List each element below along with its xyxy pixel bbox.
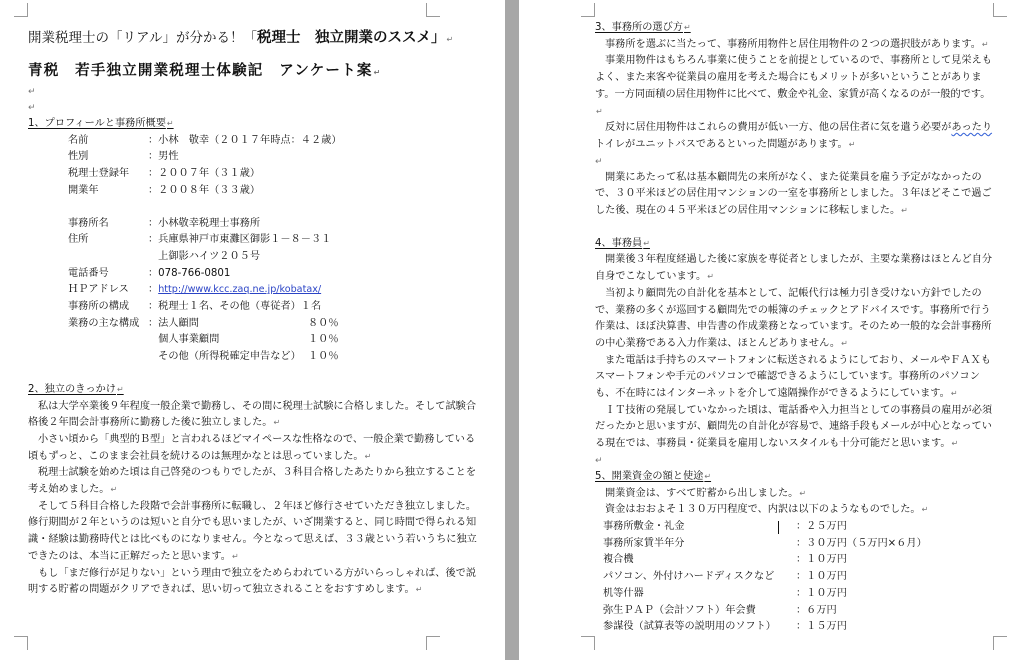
cost-row: 弥生ＰＡＰ（会計ソフト）年会費 ：６万円 [603, 604, 837, 616]
text-cursor [768, 519, 796, 536]
spellcheck-underline[interactable]: あったり [951, 122, 993, 134]
paragraph: また電話は手持ちのスマートフォンに転送されるようにしており、メールやＦＡＸもスマートフォンや手元のパソコンで確認できるようにしています。事務所のパソコンも、不在時にはインターネットを介して遠隔操作ができるようにしています。↵ [595, 354, 991, 400]
paragraph: 小さい頃から「典型的Ｂ型」と言われるほどマイペースな性格なので、一般企業で勤務している頃もずっと、このまま会社員を続けるのは無理かなとは思っていました。↵ [28, 433, 476, 462]
cost-row: 参謀役（試算表等の説明用のソフト） ：１５万円 [603, 621, 847, 633]
paragraph: そして５科目合格した段階で会計事務所に転職し、２年ほど修行させていただき独立しました。修行期間が２年というのは短いと自分でも思いましたが、いざ開業すると、同じ時間で得られる知識・経験は勤務時代とは比べものになりません。今となって思えば、３３歳という若いうちに独立できたのは、本当に正解だったと思います。↵ [28, 500, 477, 562]
paragraph: 開業にあたって私は基本顧問先の来所がなく、また従業員を雇う予定がなかったので、３０平米ほどの居住用マンションの一室を事務所としました。３年ほどそこで過ごした後、現在の４５平米ほどの居住用マンションに移転しました。↵ [595, 171, 992, 217]
paragraph: ＩＴ技術の発展していなかった頃は、電話番や入力担当としての事務員の雇用が必須だったかと思いますが、顧問先の自計化が容易で、連絡手段もメールが中心となっている現在では、事務員・従業員を雇用しないスタイルも十分可能だと思います。↵ [595, 404, 993, 450]
office-row: 事務所名 ：小林敬幸税理士事務所 [68, 217, 261, 229]
section-4-heading: 4、事務員↵ [595, 237, 650, 249]
office-row: 電話番号 ：078-766-0801 [68, 267, 231, 279]
crop-mark [14, 636, 28, 650]
paragraph: 事務所を選ぶに当たって、事務所用物件と居住用物件の２つの選択肢があります。↵ [605, 38, 989, 50]
business-row: 業務の主な構成 ：法人顧問 ８０％ [68, 317, 339, 329]
cost-row: 事務所家賃半年分 ：３０万円（５万円×６月） [603, 537, 927, 549]
cost-row: 机等什器 ：１０万円 [603, 587, 847, 599]
paragraph: 反対に居住用物件はこれらの費用が低い一方、他の居住者に気を遣う必要があったりトイレがユニットバスであるといった問題があります。↵ [595, 122, 993, 150]
cost-row: パソコン、外付けハードディスクなど ：１０万円 [603, 571, 847, 583]
structure-row: 事務所の構成 ：税理士１名、その他（専従者）１名 [68, 301, 322, 313]
paragraph: 資金はおおよそ１３０万円程度で、内訳は以下のようなものでした。↵ [605, 504, 929, 516]
profile-row: 税理士登録年 ：２００７年（３１歳） [68, 168, 261, 180]
page-2-body[interactable] [595, 20, 996, 636]
office-row: 住所 ：兵庫県神戸市東灘区御影１－８－３１ [68, 234, 332, 246]
document-page-2 [519, 0, 1024, 660]
empty-line [28, 200, 483, 216]
profile-row: 開業年 ：２００８年（３３歳） [68, 184, 261, 196]
page-1-body[interactable] [28, 28, 483, 599]
paragraph: 当初より顧問先の自計化を基本として、記帳代行は極力引き受けない方針でしたので、業務の多くが巡回する顧問先での帳簿のチェックとアドバイスです。事務所で行う作業は、ほぼ決算書、申告書の作成業務となっています。そのため一般的な会計事務所の中心業務である入力作業は、ほとんどありません。↵ [595, 287, 992, 349]
section-5-heading: 5、開業資金の額と使途↵ [595, 470, 712, 482]
doc-title-line-2: 青税 若手独立開業税理士体験記 アンケート案↵ [28, 63, 382, 79]
paragraph: 開業資金は、すべて貯蓄から出しました。↵ [605, 487, 807, 499]
paragraph: もし「まだ修行が足りない」という理由で独立をためらわれている方がいらっしゃれば、後で説明する貯蓄の問題がクリアできれば、思い切って独立されることをおすすめします。↵ [28, 567, 477, 596]
paragraph: 開業後３年程度経過した後に家族を専従者としましたが、主要な業務はほとんど自分自身でこなしています。↵ [595, 254, 993, 283]
business-row: 個人事業顧問 １０％ [148, 334, 339, 346]
office-row: 上御影ハイツ２０５号 [148, 250, 261, 262]
paragraph: 税理士試験を始めた頃は自己啓発のつもりでしたが、３科目合格したあたりから独立することを考え始めました。↵ [28, 467, 477, 496]
doc-title-line-1: 開業税理士の「リアル」が分かる！「税理士 独立開業のススメ」↵ [28, 30, 454, 46]
empty-line: ↵ [28, 103, 36, 113]
paragraph: 私は大学卒業後９年程度一般企業で勤務し、その間に税理士試験に合格しました。そして試験合格後２年間会計事務所に勤務した後に独立しました。↵ [28, 400, 477, 429]
crop-mark [581, 3, 595, 17]
crop-mark [581, 636, 595, 650]
business-row: その他（所得税確定申告など） １０％ [148, 351, 339, 363]
empty-line: ↵ [595, 455, 603, 466]
paragraph: 事業用物件はもちろん事業に使うことを前提としているので、事務所として見栄えもよく、また来客や従業員の雇用を考えた場合にもメリットが多いということがあります。一方同面積の居住用物件に比べて、敷金や礼金、家賃が高くなるのが一般的です。↵ [595, 55, 992, 116]
crop-mark [993, 636, 1007, 650]
cost-row: 事務所敷金・礼金 ：２５万円 [595, 519, 996, 536]
empty-line [28, 366, 483, 382]
section-1-heading: 1、プロフィールと事務所概要↵ [28, 118, 174, 129]
crop-mark [426, 3, 440, 17]
empty-line: ↵ [595, 156, 603, 167]
profile-row: 名前 ：小林 敬幸（２０１７年時点：４２歳） [68, 134, 342, 146]
crop-mark [993, 3, 1007, 17]
crop-mark [426, 636, 440, 650]
cost-row: 複合機 ：１０万円 [603, 554, 847, 566]
profile-row: 性別 ：男性 [68, 151, 179, 163]
section-3-heading: 3、事務所の選び方↵ [595, 22, 691, 33]
empty-line [595, 220, 996, 236]
crop-mark [14, 3, 28, 17]
hp-row: ＨＰアドレス ：http://www.kcc.zaq.ne.jp/kobatax/ [68, 284, 322, 296]
hp-link[interactable]: http://www.kcc.zaq.ne.jp/kobatax/ [158, 284, 322, 296]
section-2-heading: 2、独立のきっかけ↵ [28, 383, 124, 395]
document-page-1 [0, 0, 505, 660]
empty-line: ↵ [28, 87, 36, 97]
